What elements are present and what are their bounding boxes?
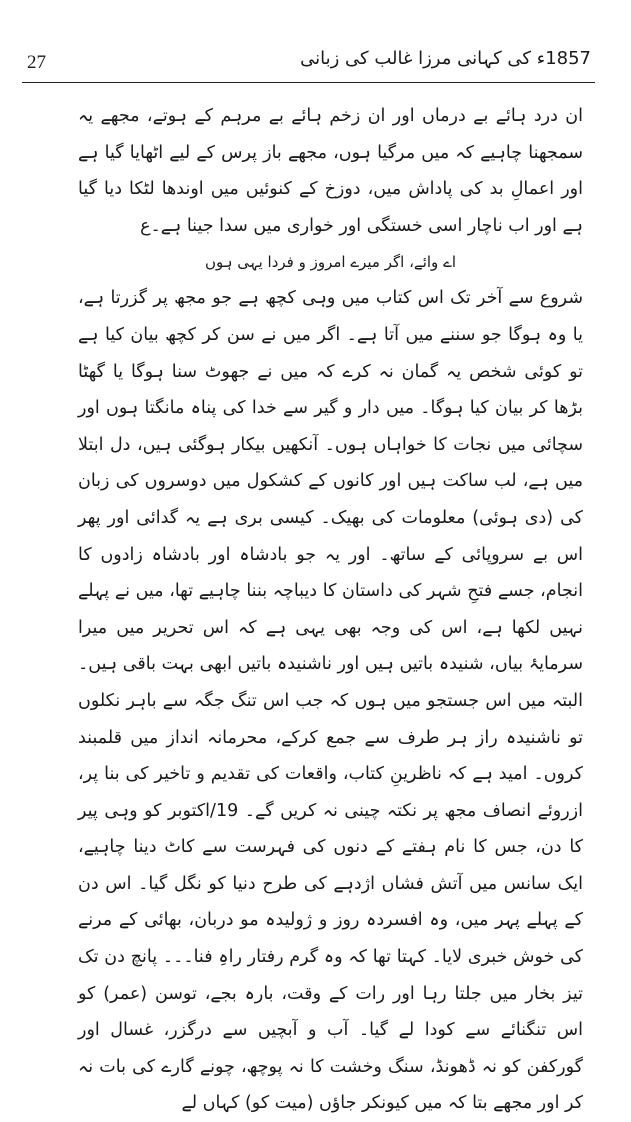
paragraph: ان درد ہائے بے درماں اور ان زخم ہائے بے مرہم کے ہوتے، مجھے یہ سمجھنا چاہیے کہ میں مرگیا ہوں، مجھے باز پرس کے لیے اٹھایا گیا ہے اور اعمالِ بد کی پاداش میں، دوزخ کے کنوئیں میں اوندھا لٹکا دیا گیا ہے اور اب ناچار اسی خستگی اور خواری میں سدا جینا ہے۔ع: [78, 106, 583, 236]
paragraph: شروع سے آخر تک اس کتاب میں وہی کچھ ہے جو مجھ پر گزرتا ہے، یا وہ ہوگا جو سننے میں آتا ہے۔ اگر میں نے سن کر کچھ بیان کیا ہے تو کوئی شخص یہ گمان نہ کرے کہ میں نے جھوٹ سنا ہوگا یا گھٹا بڑھا کر بیان کیا ہوگا۔ میں دار و گیر سے خدا کی پناہ مانگتا ہوں اور سچائی میں نجات کا خواہاں ہوں۔ آنکھیں بیکار ہوگئی ہیں، دل ابتلا میں ہے، لب ساکت ہیں اور کانوں کے کشکول میں دوسروں کی زبان کی (دی ہوئی) معلومات کی بھیک۔ کیسی بری ہے یہ گدائی اور پھر اس بے سروپائی کے ساتھ۔ اور یہ جو بادشاہ اور بادشاہ زادوں کا انجام، جسے فتحِ شہر کی داستان کا دیباچہ بننا چاہیے تھا، میں نے پہلے نہیں لکھا ہے، اس کی وجہ بھی یہی ہے کہ اس تحریر میں میرا سرمایۂ بیاں، شنیدہ باتیں ہیں اور ناشنیدہ باتیں ابھی بہت باقی ہیں۔ البتہ میں اس جستجو میں ہوں کہ جب اس تنگ جگہ سے باہر نکلوں تو ناشنیدہ راز ہر طرف سے جمع کرکے، محرمانہ انداز میں قلمبند کروں۔ امید ہے کہ ناظرینِ کتاب، واقعات کی تقدیم و تاخیر کی بنا پر، ازروئے انصاف مجھ پر نکتہ چینی نہ کریں گے۔ 19/اکتوبر کو وہی پیر کا دن، جس کا نام ہفتے کے دنوں کی فہرست سے کاٹ دینا چاہیے، ایک سانس میں آتش فشاں اژدہے کی طرح دنیا کو نگل گیا۔ اس دن کے پہلے پہر میں، وہ افسردہ روز و ژولیدہ مو دربان، بھائی کے مرنے کی خوش خبری لایا۔ کہتا تھا کہ وہ گرم رفتار راہِ فنا۔۔۔ پانچ دن تک تیز بخار میں جلتا رہا اور رات کے وقت، بارہ بجے، توسن (عمر) کو اس تنگنائے سے کودا لے گیا۔ آب و آبچیں سے درگزر، غسال اور گورکفن کو نہ ڈھونڈ، سنگ وخشت کا نہ پوچھ، چونے گارے کی بات نہ کر اور مجھے بتا کہ میں کیونکر جاؤں (میت کو) کہاں لے: [78, 288, 583, 1114]
page-number: 27: [27, 52, 46, 73]
verse-line: اے وائے، اگر میرے امروز و فردا یہی ہوں: [204, 253, 457, 272]
running-title: 1857ء کی کہانی مرزا غالب کی زبانی: [300, 48, 591, 69]
header-rule: [22, 82, 595, 83]
body-text: [78, 98, 583, 1122]
